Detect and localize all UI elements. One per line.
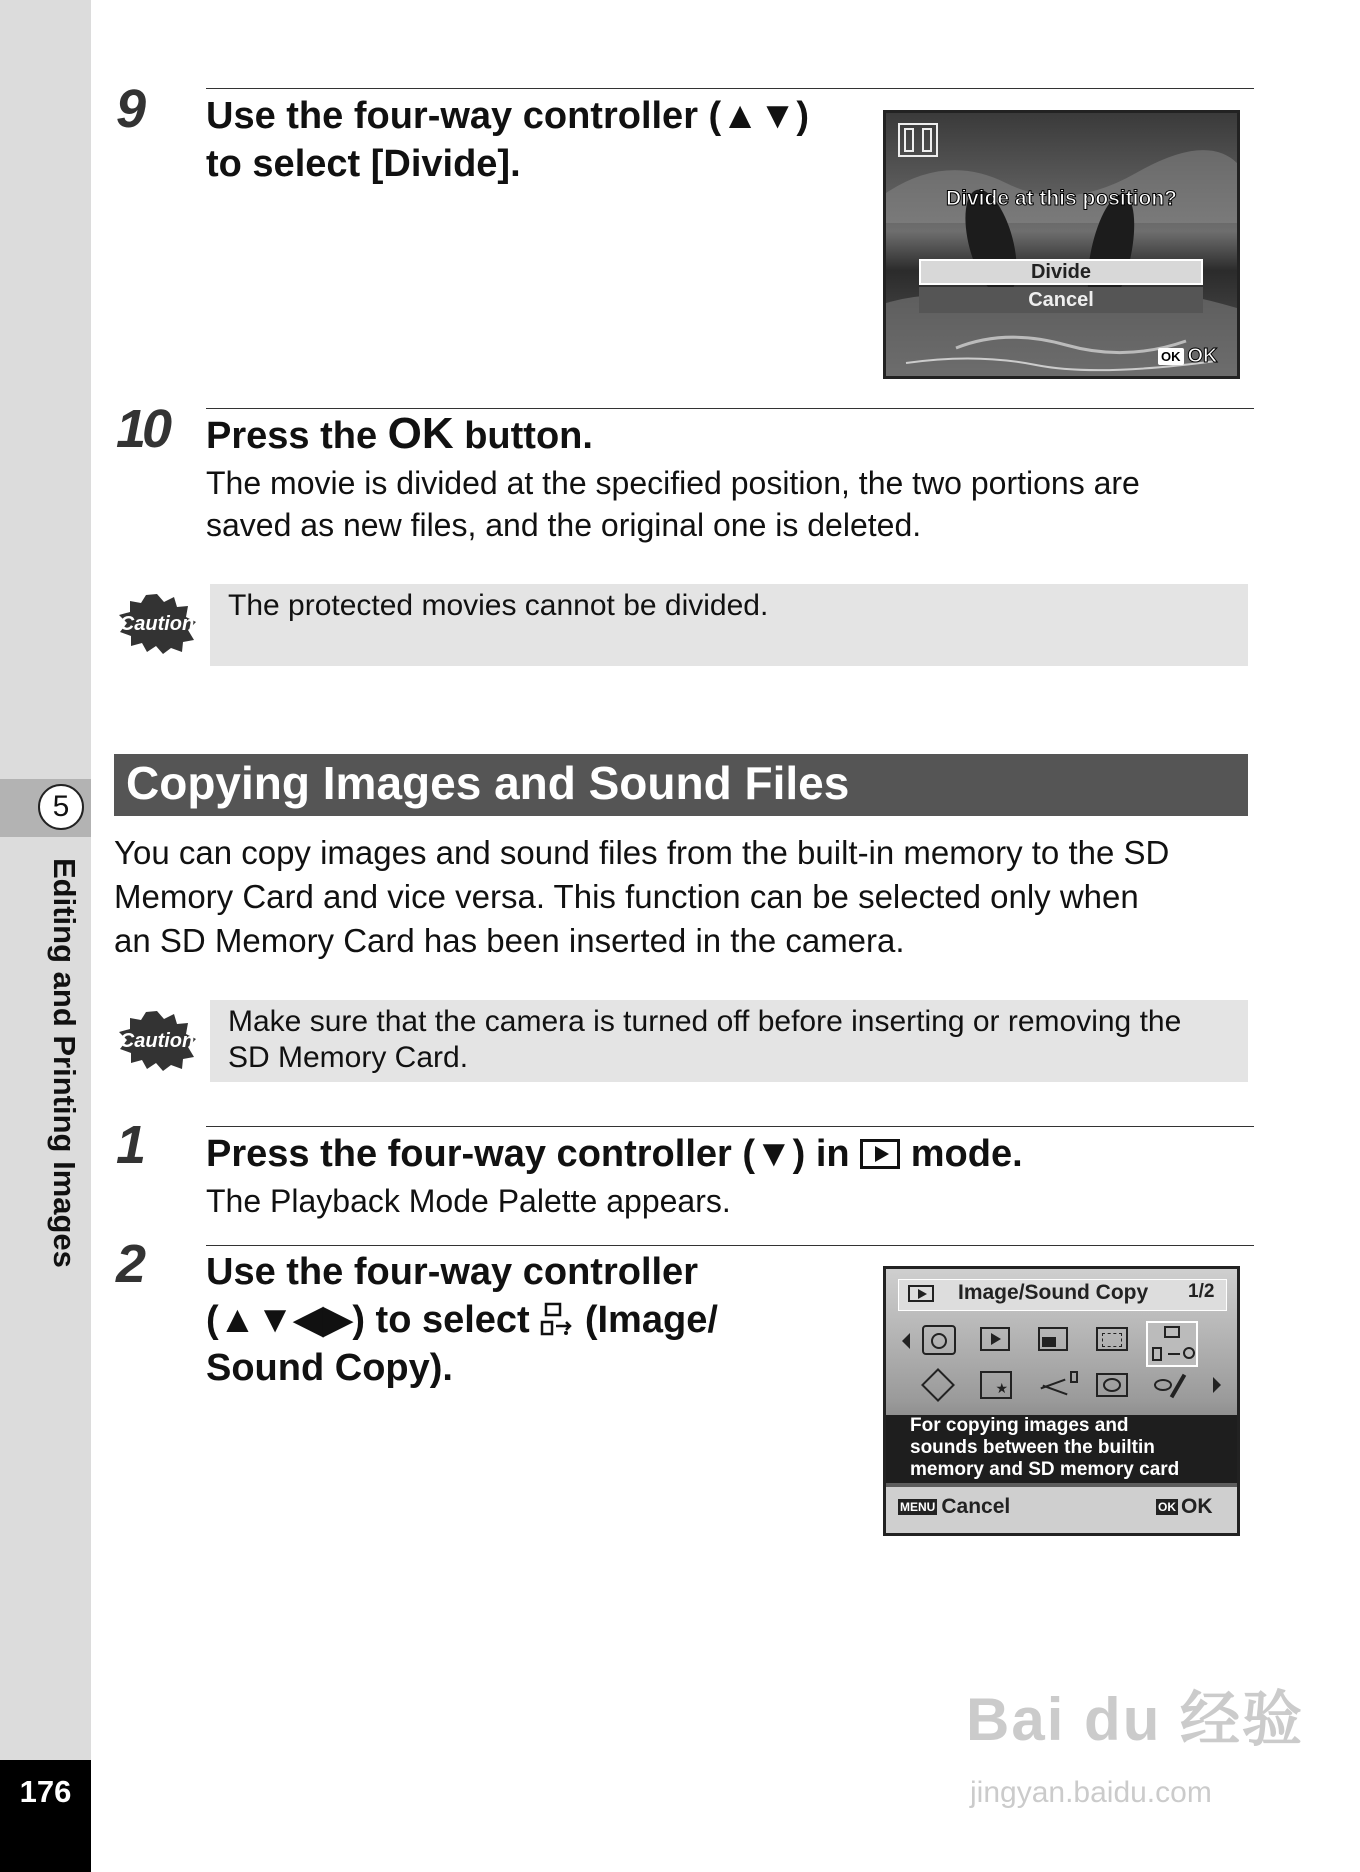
palette-row-2 xyxy=(922,1367,1222,1407)
palette-page-indicator: 1/2 xyxy=(1188,1281,1215,1302)
step-9-title xyxy=(206,92,809,188)
palette-description xyxy=(910,1415,1179,1481)
red-eye-edit-icon[interactable] xyxy=(1038,1371,1078,1401)
watermark-brand: Bai du 经验 xyxy=(966,1686,1305,1753)
ok-button-glyph: OK xyxy=(387,409,454,458)
step-10-title-post: button. xyxy=(464,415,593,457)
caution-text-2-line2: SD Memory Card. xyxy=(228,1041,469,1074)
caution-badge-icon xyxy=(116,592,198,654)
playback-icon xyxy=(908,1285,934,1302)
watermark-url: jingyan.baidu.com xyxy=(970,1776,1212,1809)
caution-text-1: The protected movies cannot be divided. xyxy=(228,589,769,622)
step-10-title xyxy=(206,410,593,460)
palette-description-line3: memory and SD memory card xyxy=(910,1459,1180,1480)
step-10-number: 10 xyxy=(116,399,169,459)
cropping-icon[interactable] xyxy=(1096,1327,1128,1351)
caution-text-2-line1: Make sure that the camera is turned off before inserting or removing the xyxy=(228,1005,1182,1038)
menu-option-divide[interactable]: Divide xyxy=(919,259,1203,285)
step-9-title-line1: Use the four-way controller (▲▼) xyxy=(206,95,810,137)
section-intro-line2: Memory Card and vice versa. This function can be selected only when xyxy=(114,878,1139,915)
step-9-number: 9 xyxy=(116,79,143,139)
step-1-title-post: mode. xyxy=(910,1133,1023,1175)
step-2-title-line3: Sound Copy). xyxy=(206,1347,453,1389)
resize-icon[interactable] xyxy=(1038,1327,1068,1351)
step-2-title-line2-pre: (▲▼◀▶) to select xyxy=(206,1299,530,1341)
step-2-title-line1: Use the four-way controller xyxy=(206,1251,698,1293)
ok-label: OK xyxy=(1181,1495,1213,1518)
palette-left-arrow-icon[interactable] xyxy=(902,1333,910,1349)
ok-hint xyxy=(1158,345,1218,367)
menu-option-cancel[interactable]: Cancel xyxy=(919,287,1203,313)
ok-hint[interactable] xyxy=(1156,1495,1213,1519)
step-10-body xyxy=(206,462,1140,546)
section-intro-line1: You can copy images and sound files from the built-in memory to the SD xyxy=(114,834,1170,871)
step-1-rule xyxy=(206,1126,1254,1127)
palette-row-1 xyxy=(922,1321,1222,1361)
step-10-body-line2: saved as new files, and the original one is deleted. xyxy=(206,507,922,543)
ok-key-icon: OK xyxy=(1158,1500,1176,1514)
section-intro-line3: an SD Memory Card has been inserted in the camera. xyxy=(114,922,905,959)
step-2-title xyxy=(206,1248,718,1392)
step-2-title-line2-post: (Image/ xyxy=(584,1299,718,1341)
movie-edit-icon xyxy=(898,123,938,157)
step-1-title xyxy=(206,1130,1023,1178)
step-9-title-line2: to select [Divide]. xyxy=(206,143,521,185)
cancel-label: Cancel xyxy=(941,1495,1011,1518)
step-2-number: 2 xyxy=(116,1234,143,1294)
frame-composite-icon[interactable] xyxy=(1096,1373,1128,1397)
chapter-title: Editing and Printing Images xyxy=(47,858,82,1268)
slideshow-icon[interactable] xyxy=(922,1325,956,1355)
step-1-title-pre: Press the four-way controller (▼) in xyxy=(206,1133,850,1175)
palette-description-line1: For copying images and xyxy=(910,1415,1129,1436)
page-number: 176 xyxy=(19,1774,72,1809)
palette-description-line2: sounds between the builtin xyxy=(910,1437,1155,1458)
divide-prompt: Divide at this position? xyxy=(945,187,1177,210)
brightness-filter-icon[interactable] xyxy=(1154,1371,1194,1401)
ok-label: OK xyxy=(1187,344,1218,367)
step-10-body-line1: The movie is divided at the specified position, the two portions are xyxy=(206,465,1140,501)
caution-badge-icon xyxy=(116,1009,198,1071)
caution-badge-text: Caution xyxy=(119,1030,195,1052)
section-intro xyxy=(114,831,1169,963)
digital-filter-icon[interactable]: ★ xyxy=(980,1371,1012,1399)
step-1-number: 1 xyxy=(116,1115,143,1175)
caution-text-2 xyxy=(228,1004,1181,1076)
step-2-title-line2 xyxy=(206,1296,718,1344)
step-2-rule xyxy=(206,1245,1254,1246)
chapter-number: 5 xyxy=(38,784,84,830)
camera-screen-divide xyxy=(883,110,1240,379)
step-9-rule xyxy=(206,88,1254,89)
section-title: Copying Images and Sound Files xyxy=(126,757,850,809)
step-1-body: The Playback Mode Palette appears. xyxy=(206,1183,731,1219)
palette-header-title: Image/Sound Copy xyxy=(958,1281,1149,1304)
playback-mode-icon xyxy=(860,1139,900,1169)
rotating-icon[interactable] xyxy=(921,1368,955,1402)
camera-screen-palette xyxy=(883,1266,1240,1536)
step-10-title-pre: Press the xyxy=(206,415,378,457)
ok-key-icon: OK xyxy=(1158,348,1184,365)
image-sound-copy-icon xyxy=(540,1302,574,1336)
menu-key-icon: MENU xyxy=(900,1500,936,1514)
dolphin-photo xyxy=(886,113,1237,376)
step-10-rule xyxy=(206,408,1254,409)
playback-palette-icon[interactable] xyxy=(980,1327,1010,1351)
image-sound-copy-palette-icon[interactable] xyxy=(1146,1321,1198,1367)
caution-badge-text: Caution xyxy=(119,613,195,635)
cancel-hint[interactable] xyxy=(898,1495,1010,1519)
